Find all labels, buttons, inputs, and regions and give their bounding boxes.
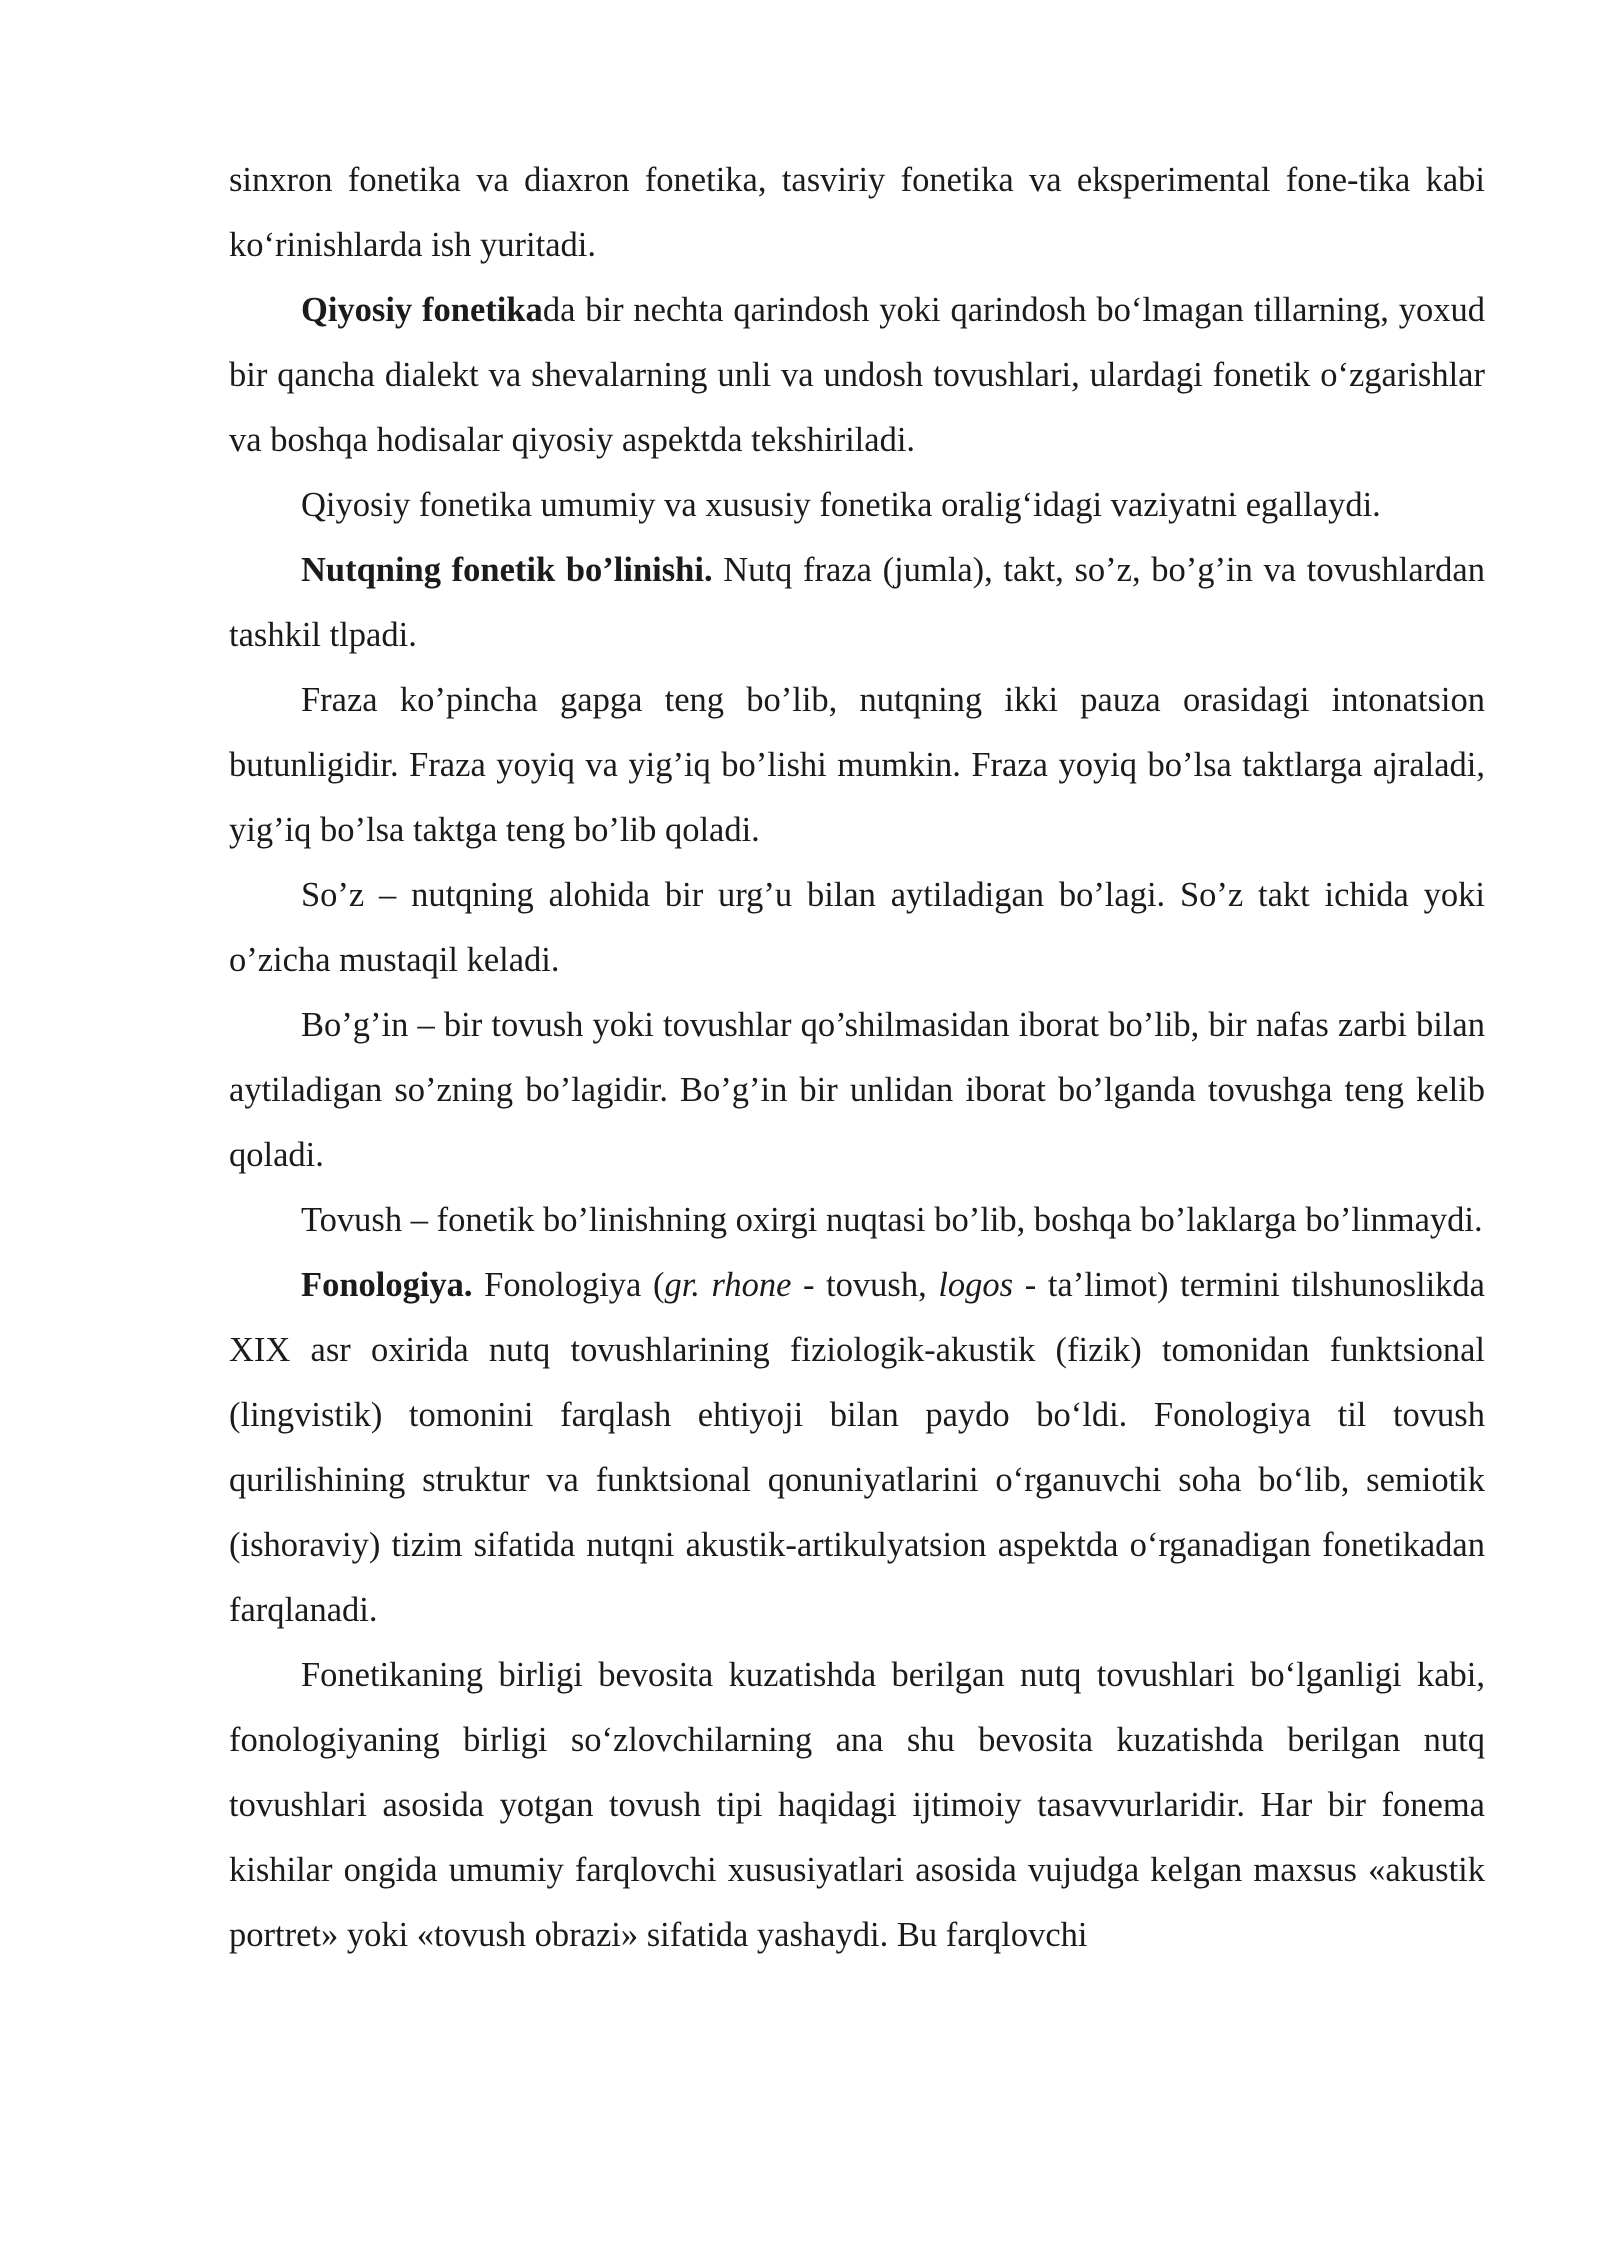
paragraph-9-text-3: - ta’limot) termini tilshunoslikda XIX asr oxirida nutq tovushlarining fiziologik-akustik (fizik) tomonidan funktsional (lingvistik) tomonini farqlash ehtiyoji bilan paydo boʻldi. Fonologiya til tovush qurilishining struktur va funktsional qonuniyatlarini oʻrganuvchi soha boʻlib, semiotik (ishoraviy) tizim sifatida nutqni akustik-artikulyatsion aspektda oʻrganadigan fonetikadan farqlanadi. [229, 1266, 1485, 1629]
heading-nutqning-fonetik-bolinishi: Nutqning fonetik bo’linishi. [301, 551, 713, 589]
paragraph-10: Fonetikaning birligi bevosita kuzatishda berilgan nutq tovushlari boʻlganligi kabi, fonologiyaning birligi soʻzlovchilarning ana shu bevosita kuzatishda berilgan nutq tovushlari asosida yotgan tovush tipi haqidagi ijtimoiy tasavvurlaridir. Har bir fonema kishilar ongida umumiy farqlovchi xususiyatlari asosida vujudga kelgan maxsus «akustik portret» yoki «tovush obrazi» sifatida yashaydi. Bu farqlovchi [229, 1656, 1485, 1954]
term-qiyosiy-fonetika: Qiyosiy fonetika [301, 291, 543, 329]
paragraph-8: Tovush – fonetik bo’linishning oxirgi nuqtasi bo’lib, boshqa bo’laklarga bo’linmaydi. [301, 1201, 1483, 1239]
paragraph-4-text: Nutq fraza (jumla), takt, so’z, bo’g’in va tovushlardan tashkil tlpadi. [229, 551, 1485, 654]
etymology-logos: logos [938, 1266, 1014, 1304]
heading-fonologiya: Fonologiya. [301, 1266, 473, 1304]
paragraph-1: sinxron fonetika va diaxron fonetika, tasviriy fonetika va eksperimental fone-tika kabi koʻrinishlarda ish yuritadi. [229, 161, 1485, 264]
paragraph-7: Bo’g’in – bir tovush yoki tovushlar qo’shilmasidan iborat bo’lib, bir nafas zarbi bilan aytiladigan so’zning bo’lagidir. Bo’g’in bir unlidan iborat bo’lganda tovushga teng kelib qoladi. [229, 1006, 1485, 1174]
paragraph-9 [229, 1253, 1485, 1643]
etymology-greek: gr. rhone [664, 1266, 792, 1304]
paragraph-3: Qiyosiy fonetika umumiy va xususiy fonetika oraligʻidagi vaziyatni egallaydi. [301, 486, 1381, 524]
paragraph-9-text-2: - tovush, [791, 1266, 939, 1304]
paragraph-4 [229, 538, 1485, 668]
paragraph-5: Fraza ko’pincha gapga teng bo’lib, nutqning ikki pauza orasidagi intonatsion butunligidir. Fraza yoyiq va yig’iq bo’lishi mumkin. Fraza yoyiq bo’lsa taktlarga ajraladi, yig’iq bo’lsa taktga teng bo’lib qoladi. [229, 681, 1485, 849]
paragraph-2-text: da bir nechta qarindosh yoki qarindosh boʻlmagan tillarning, yoxud bir qancha dialekt va shevalarning unli va undosh tovushlari, ulardagi fonetik oʻzgarishlar va boshqa hodisalar qiyosiy aspektda tekshiriladi. [229, 291, 1486, 459]
paragraph-6: So’z – nutqning alohida bir urg’u bilan aytiladigan bo’lagi. So’z takt ichida yoki o’zicha mustaqil keladi. [229, 876, 1485, 979]
paragraph-9-text-1: Fonologiya ( [472, 1266, 665, 1304]
document-body [229, 148, 1485, 1968]
paragraph-2 [229, 278, 1485, 473]
